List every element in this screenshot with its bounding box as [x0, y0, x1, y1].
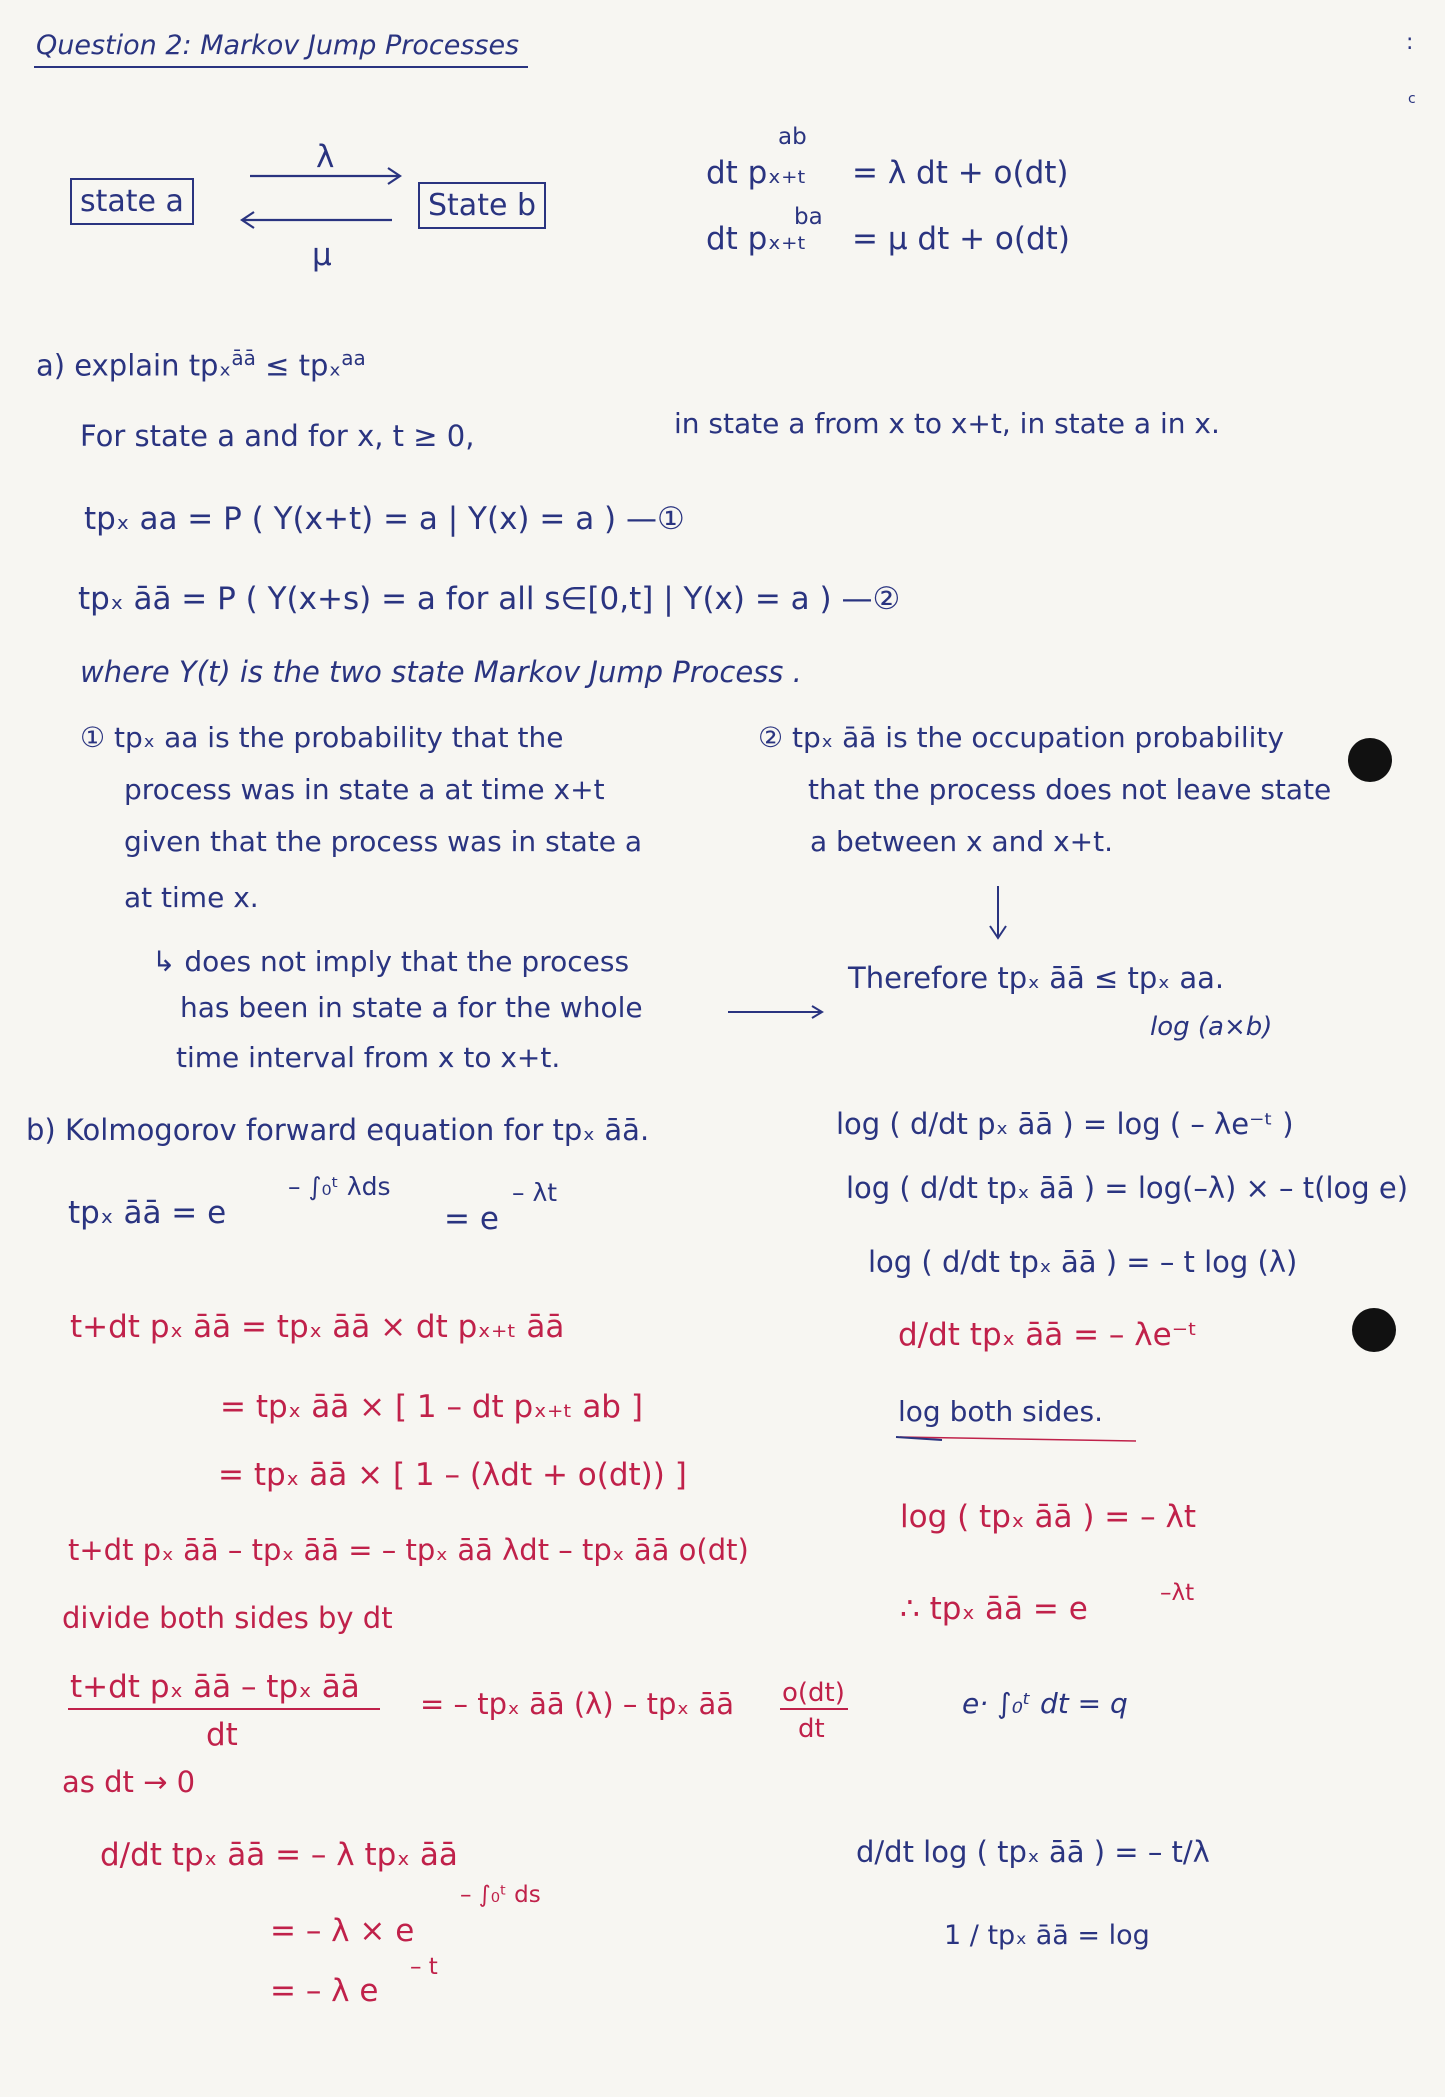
- right-bottom-line-1: d/dt log ( tpₓ āā ) = – t/λ: [856, 1835, 1210, 1869]
- right-note: log both sides.: [898, 1395, 1103, 1428]
- as-dt-text: as dt → 0: [62, 1765, 196, 1799]
- right-log-line-3: log ( d/dt tpₓ āā ) = – t log (λ): [868, 1245, 1298, 1279]
- deriv-exp-2: – t: [410, 1954, 438, 1980]
- left-line-2: process was in state a at time x+t: [124, 773, 605, 806]
- red-line-2: = tpₓ āā × [ 1 – dt pₓ₊ₜ ab ]: [220, 1389, 643, 1425]
- right-red-line-3: ∴ tpₓ āā = e: [900, 1591, 1088, 1627]
- fraction-bar: [68, 1708, 380, 1710]
- left-sub-2: has been in state a for the whole: [180, 991, 643, 1024]
- fraction-rhs: = – tpₓ āā (λ) – tpₓ āā: [420, 1687, 735, 1721]
- eq2-lhs: dt pₓ₊ₜ: [706, 221, 807, 257]
- blue-exp-1: – ∫₀ᵗ λds: [288, 1172, 391, 1201]
- scribble-text: e· ∫₀ᵗ dt = q: [962, 1687, 1128, 1720]
- state-b-label: State b: [428, 188, 536, 223]
- eq1-superscript: ab: [778, 124, 807, 150]
- state-a-label: state a: [80, 184, 184, 219]
- fraction-rhs2-den: dt: [798, 1714, 825, 1744]
- deriv-line-1: d/dt tpₓ āā = – λ tpₓ āā: [100, 1837, 458, 1873]
- red-line-3: = tpₓ āā × [ 1 – (λdt + o(dt)) ]: [218, 1457, 687, 1493]
- part-a-heading-text: a) explain tpₓ: [36, 348, 232, 383]
- eq2-superscript: ba: [794, 204, 823, 230]
- right-red-line-1: d/dt tpₓ āā = – λe⁻ᵗ: [898, 1317, 1198, 1353]
- part-b-heading: b) Kolmogorov forward equation for tpₓ āā.: [26, 1113, 650, 1147]
- right-red-exp: –λt: [1160, 1580, 1195, 1606]
- fraction-rhs2-num: o(dt): [782, 1678, 845, 1708]
- right-line-3: a between x and x+t.: [810, 825, 1113, 858]
- right-red-line-2: log ( tpₓ āā ) = – λt: [900, 1499, 1196, 1535]
- arrow-a-to-b: [250, 168, 400, 184]
- prob-eq-1: tpₓ aa = P ( Y(x+t) = a | Y(x) = a ) —①: [84, 501, 685, 537]
- blue-exp-2: – λt: [512, 1178, 558, 1207]
- rate-mu-label: μ: [312, 237, 332, 273]
- deriv-line-3: = – λ e: [270, 1973, 379, 2009]
- left-sub-1: ↳ does not imply that the process: [152, 945, 630, 978]
- blue-eq-lhs: tpₓ āā = e: [68, 1195, 227, 1231]
- eq2-rhs: = μ dt + o(dt): [852, 221, 1070, 257]
- prob-eq-2: tpₓ āā = P ( Y(x+s) = a for all s∈[0,t] | Y(x) = a ) —②: [78, 581, 901, 617]
- arrow-b-to-a: [242, 212, 392, 228]
- left-line-3: given that the process was in state a: [124, 825, 643, 858]
- log-note: log (a×b): [1150, 1012, 1273, 1042]
- part-a-heading: [36, 348, 366, 381]
- blue-eq-rhs: = e: [444, 1201, 499, 1237]
- left-line-1: ① tpₓ aa is the probability that the: [80, 721, 564, 754]
- fraction-numerator: t+dt pₓ āā – tpₓ āā: [70, 1669, 360, 1705]
- eq1-lhs: dt pₓ₊ₜ: [706, 155, 807, 191]
- right-arrow-a-part: [728, 1006, 822, 1018]
- edge-mark-c: c: [1408, 91, 1416, 107]
- left-line-4: at time x.: [124, 881, 259, 914]
- right-bottom-line-2: 1 / tpₓ āā = log: [944, 1920, 1150, 1951]
- right-log-line-1: log ( d/dt pₓ āā ) = log ( – λe⁻ᵗ ): [836, 1107, 1294, 1141]
- deriv-line-2: = – λ × e: [270, 1913, 415, 1949]
- part-a-sup2: aa: [341, 346, 366, 370]
- red-line-4: t+dt pₓ āā – tpₓ āā = – tpₓ āā λdt – tpₓ āā o(dt): [68, 1533, 749, 1567]
- red-line-1: t+dt pₓ āā = tpₓ āā × dt pₓ₊ₜ āā: [70, 1309, 565, 1345]
- for-state-text: For state a and for x, t ≥ 0,: [80, 419, 475, 453]
- in-state-text: in state a from x to x+t, in state a in x.: [674, 407, 1220, 440]
- right-line-1: ② tpₓ āā is the occupation probability: [758, 721, 1284, 754]
- right-log-line-2: log ( d/dt tpₓ āā ) = log(–λ) × – t(log e): [846, 1171, 1409, 1205]
- where-text: where Y(t) is the two state Markov Jump Process .: [80, 655, 802, 689]
- ink-dot-1: [1348, 738, 1392, 782]
- eq1-rhs: = λ dt + o(dt): [852, 155, 1069, 191]
- edge-mark-colon: :: [1406, 30, 1414, 55]
- deriv-exp-1: – ∫₀ᵗ ds: [460, 1882, 541, 1908]
- page-title: Question 2: Markov Jump Processes: [36, 30, 520, 61]
- therefore-text: Therefore tpₓ āā ≤ tpₓ aa.: [848, 961, 1225, 995]
- part-a-sup1: āā: [231, 346, 256, 370]
- down-arrow: [990, 886, 1006, 938]
- left-sub-3: time interval from x to x+t.: [176, 1041, 561, 1074]
- right-line-2: that the process does not leave state: [808, 773, 1332, 806]
- ink-dot-2: [1352, 1308, 1396, 1352]
- fraction-denominator: dt: [206, 1717, 238, 1753]
- part-a-heading-mid: ≤ tpₓ: [255, 348, 342, 383]
- red-line-5: divide both sides by dt: [62, 1601, 393, 1635]
- fraction-rhs2-bar: [780, 1708, 848, 1710]
- rate-lambda-label: λ: [316, 139, 335, 175]
